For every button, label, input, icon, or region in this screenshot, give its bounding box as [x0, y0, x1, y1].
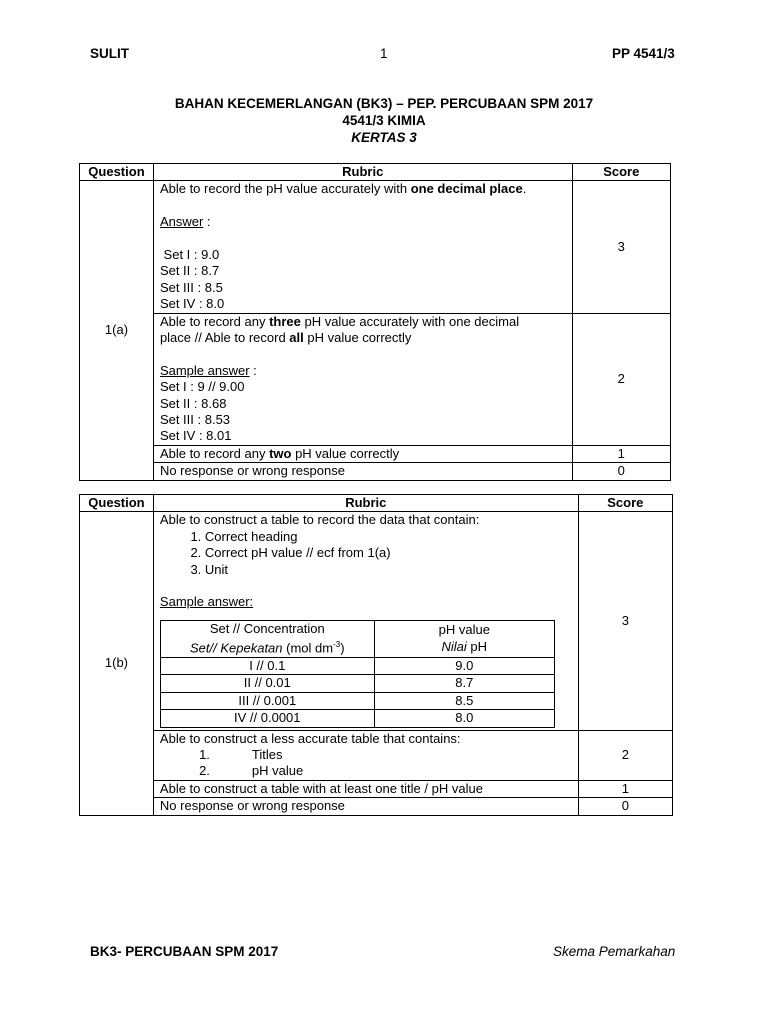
table-header-row: [80, 495, 673, 512]
list-item: 2. Correct pH value // ecf from 1(a): [205, 545, 572, 561]
list-item: 1. Titles: [199, 747, 283, 762]
answer-line: Set III : 8.5: [159, 279, 223, 295]
rubric-cell: [153, 181, 572, 313]
column-header-rubric: Rubric: [153, 164, 572, 181]
rubric-line: Able to construct a less accurate table that contains:: [159, 730, 461, 746]
rubric-cell: [153, 730, 578, 780]
column-header-score: Score: [572, 164, 670, 181]
score-cell: 3: [572, 181, 670, 313]
list-item: 3. Unit: [205, 562, 572, 578]
score-cell: 3: [578, 512, 672, 730]
score-cell: 0: [572, 463, 670, 480]
rubric-line: place // Able to record all pH value correctly: [159, 330, 412, 346]
sample-table-row: IV // 0.0001 8.0: [160, 710, 554, 727]
footer-left: BK3- PERCUBAAN SPM 2017: [90, 944, 279, 959]
rubric-cell: [153, 313, 572, 445]
question-number: 1(b): [80, 512, 154, 815]
score-cell: 0: [578, 798, 672, 815]
column-header-question: Question: [80, 164, 154, 181]
doc-paper: KERTAS 3: [351, 130, 417, 145]
rubric-cell: No response or wrong response: [153, 463, 572, 480]
rubric-line: Able to record the pH value accurately with one decimal place.: [159, 181, 527, 197]
sample-answer-table: [160, 620, 555, 728]
answer-label: Answer :: [159, 214, 211, 230]
sample-table-row: III // 0.001 8.5: [160, 692, 554, 709]
header-left: SULIT: [90, 46, 129, 61]
sample-header-ph: pH value Nilai pH: [374, 620, 554, 657]
answer-line: Set II : 8.7: [159, 263, 220, 279]
rubric-table-1b: [79, 494, 673, 816]
answer-line: Set IV : 8.0: [159, 296, 225, 312]
question-number: 1(a): [80, 181, 154, 480]
rubric-cell: No response or wrong response: [153, 798, 578, 815]
table-row: [80, 445, 671, 462]
table-row: [80, 313, 671, 445]
table-header-row: [80, 164, 671, 181]
sample-table-row: II // 0.01 8.7: [160, 675, 554, 692]
answer-line: Set IV : 8.01: [159, 428, 232, 444]
score-cell: 1: [572, 445, 670, 462]
rubric-line: Able to construct a table to record the data that contain:: [159, 512, 480, 528]
header-right: PP 4541/3: [612, 46, 675, 61]
answer-line: Set I : 9 // 9.00: [159, 379, 245, 395]
answer-line: Set II : 8.68: [159, 395, 227, 411]
rubric-line: Able to record any three pH value accurately with one decimal: [159, 313, 520, 329]
sample-answer-label: Sample answer :: [159, 362, 257, 378]
column-header-question: Question: [80, 495, 154, 512]
table-row: [80, 730, 673, 780]
score-cell: 1: [578, 780, 672, 797]
column-header-rubric: Rubric: [153, 495, 578, 512]
rubric-table-1a: [79, 163, 671, 481]
table-row: [80, 463, 671, 480]
doc-title: BAHAN KECEMERLANGAN (BK3) – PEP. PERCUBAAN SPM 2017: [174, 96, 594, 111]
table-row: [80, 181, 671, 313]
score-cell: 2: [578, 730, 672, 780]
score-cell: 2: [572, 313, 670, 445]
table-row: [80, 780, 673, 797]
column-header-score: Score: [578, 495, 672, 512]
list-item: 2. pH value: [199, 763, 304, 779]
footer-right: Skema Pemarkahan: [553, 944, 676, 959]
doc-subtitle: 4541/3 KIMIA: [342, 113, 426, 128]
list-item: 1. Correct heading: [205, 529, 572, 545]
table-row: [80, 512, 673, 730]
page-number: 1: [380, 46, 388, 61]
sample-header-set: Set // Concentration Set// Kepekatan (mol $dm^{-3}$): [160, 620, 374, 657]
rubric-cell: Able to construct a table with at least one title / pH value: [153, 780, 578, 797]
criteria-list: [160, 529, 572, 578]
rubric-cell: [153, 512, 578, 730]
answer-line: Set I : 9.0: [159, 247, 220, 262]
sample-table-row: I // 0.1 9.0: [160, 657, 554, 674]
answer-line: Set III : 8.53: [159, 412, 231, 428]
sample-answer-label: Sample answer:: [159, 594, 254, 610]
rubric-cell: Able to record any two pH value correctly: [153, 445, 572, 462]
table-row: [80, 798, 673, 815]
sample-table-header: [160, 620, 554, 657]
